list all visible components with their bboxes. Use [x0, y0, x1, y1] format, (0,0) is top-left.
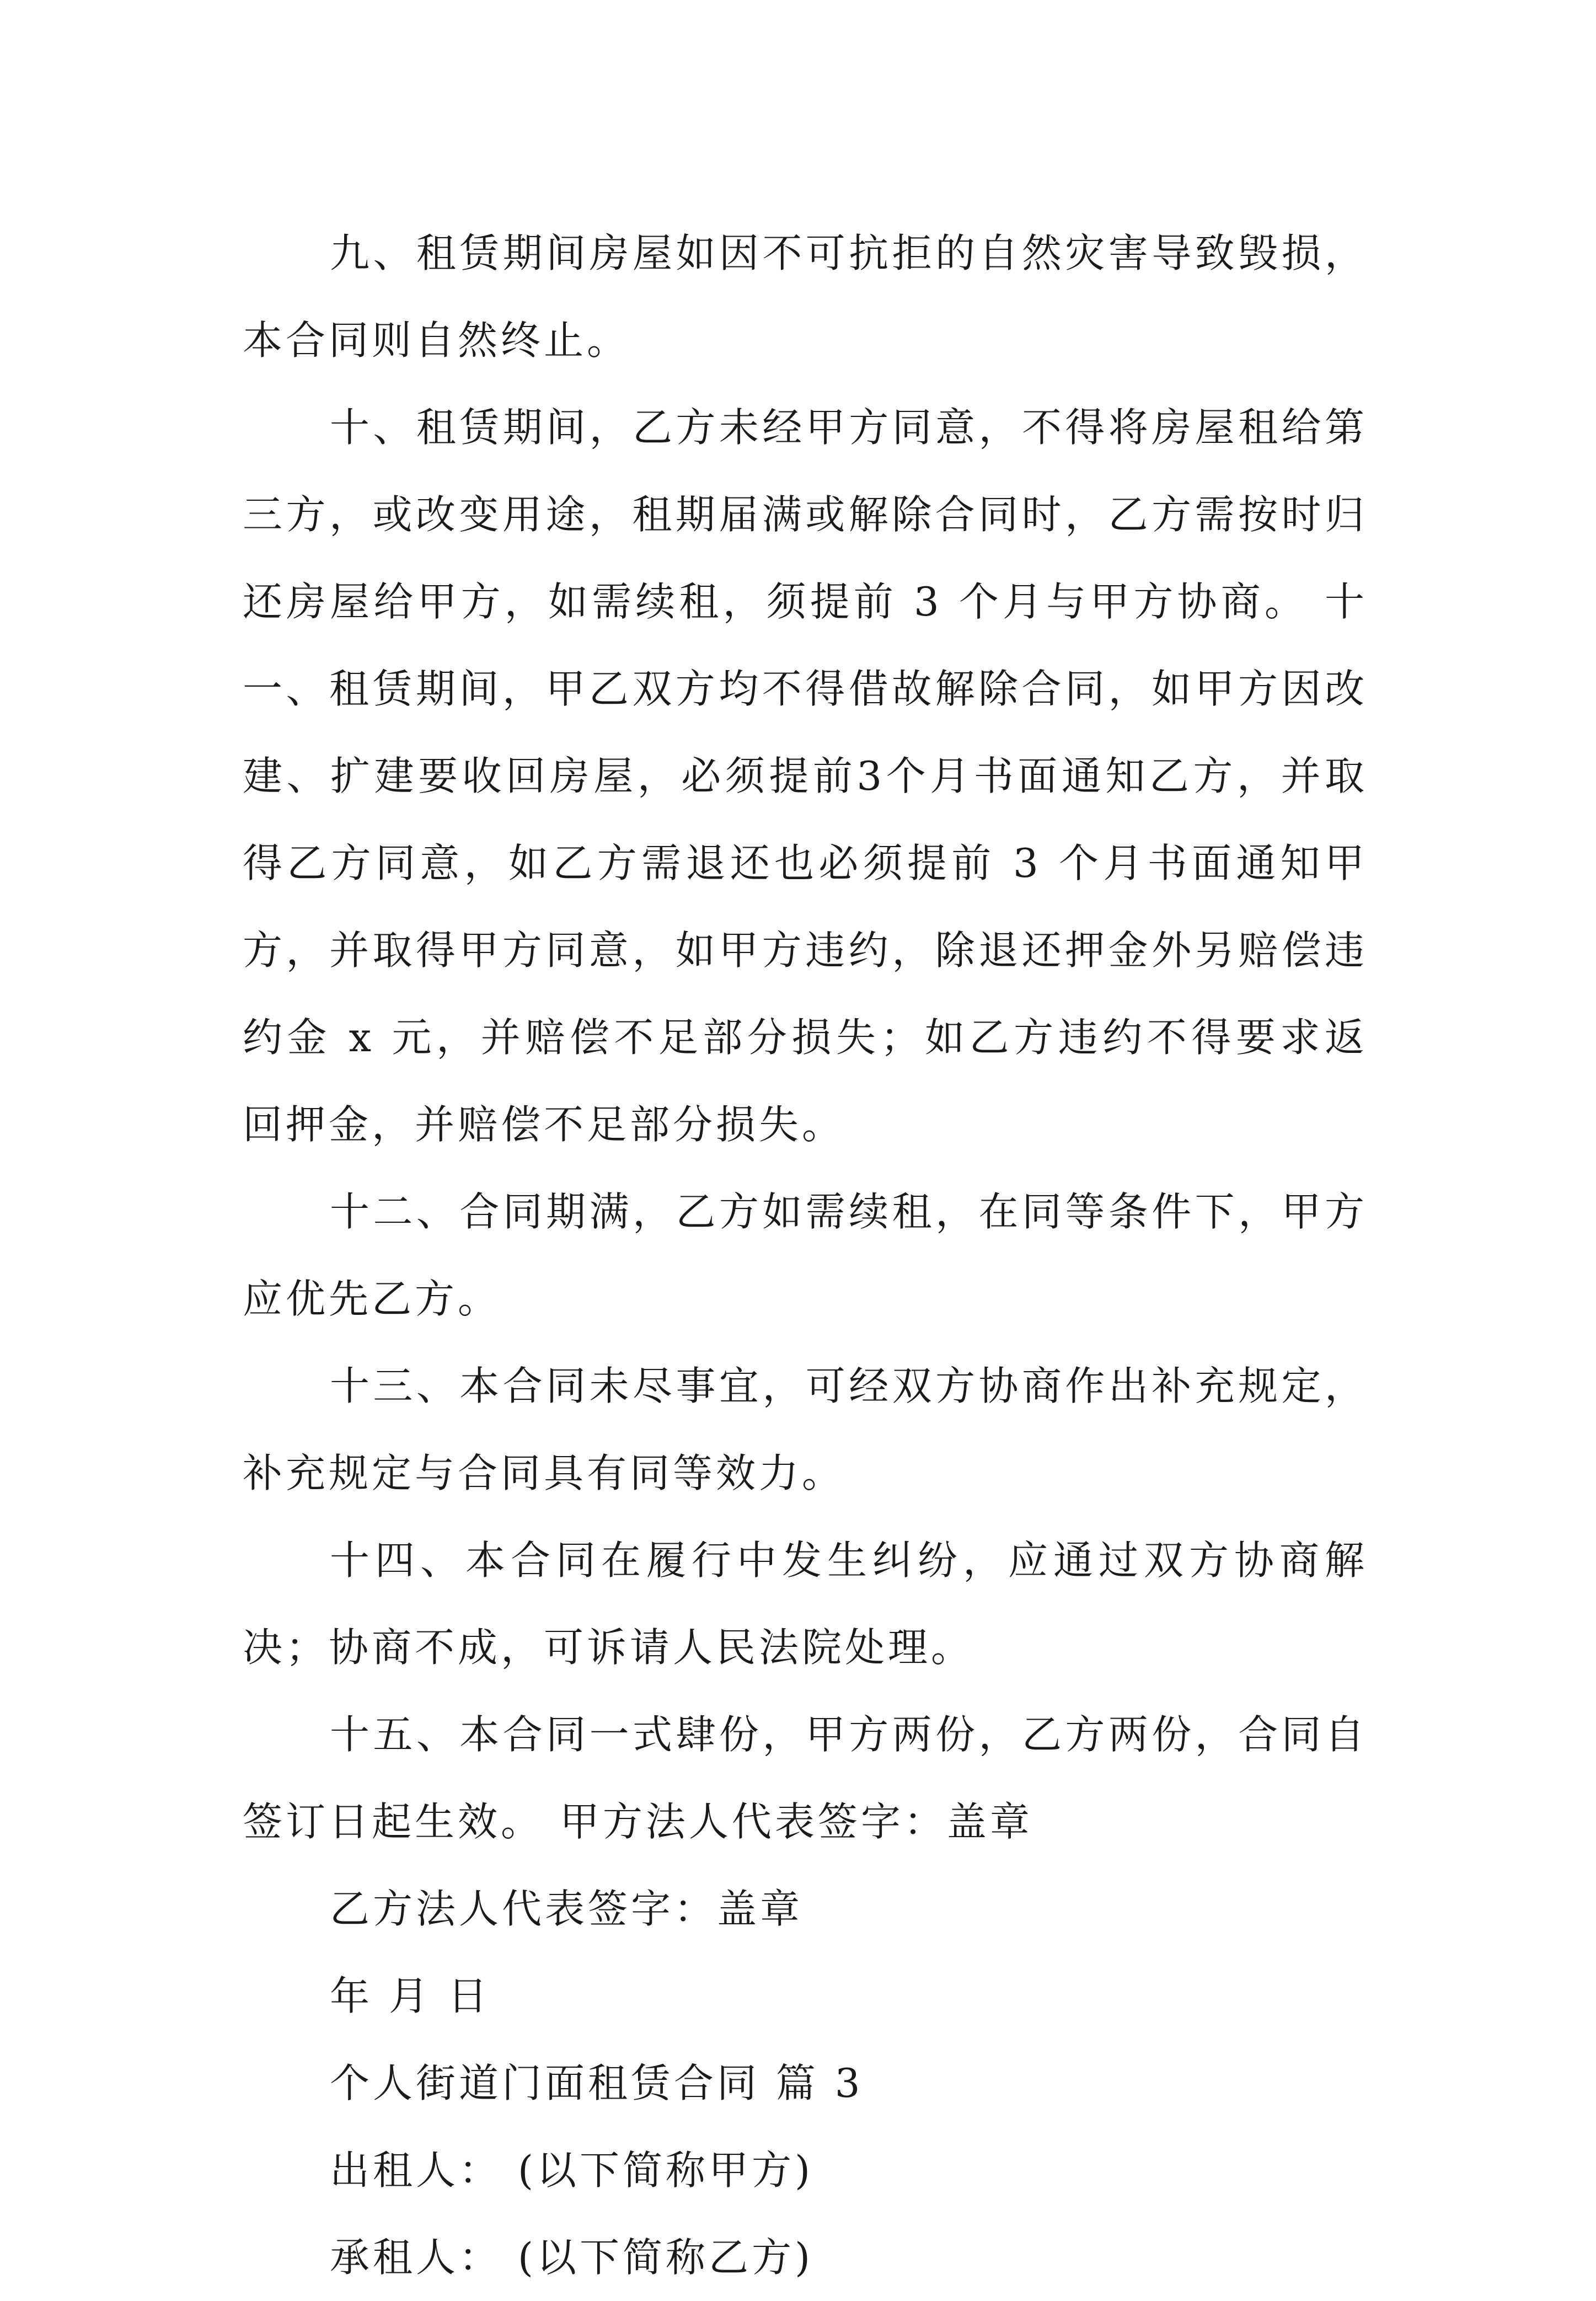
document-body — [243, 210, 1368, 2301]
clause-12-paragraph: 十二、合同期满，乙方如需续租，在同等条件下，甲方应优先乙方。 — [243, 1189, 1368, 1322]
clause-10-11-paragraph: 十、租赁期间，乙方未经甲方同意，不得将房屋租给第三方，或改变用途，租期届满或解除合同时，乙方需按时归还房屋给甲方，如需续租，须提前 3 个月与甲方协商。 十一、租赁期间，甲乙双方均不得借故解除合同，如甲方因改建、扩建要收回房屋，必须提前3个月书面通知乙方，并取得乙方同意，如乙方需退还也必须提前 3 个月书面通知甲方，并取得甲方同意，如甲方违约，除退还押金外另赔偿违约金 x 元，并赔偿不足部分损失；如乙方违约不得要求返回押金，并赔偿不足部分损失。 — [243, 404, 1368, 1148]
lessor-line: 出租人： (以下简称甲方) — [330, 2147, 814, 2193]
contract-title-line: 个人街道门面租赁合同 篇 3 — [330, 2060, 864, 2106]
clause-14-paragraph: 十四、本合同在履行中发生纠纷，应通过双方协商解决；协商不成，可诉请人民法院处理。 — [243, 1537, 1368, 1671]
clause-15-paragraph: 十五、本合同一式肆份，甲方两份，乙方两份，合同自签订日起生效。 甲方法人代表签字：盖章 — [243, 1711, 1368, 1845]
clause-9-paragraph: 九、租赁期间房屋如因不可抗拒的自然灾害导致毁损，本合同则自然终止。 — [243, 230, 1368, 363]
party-b-signature-line: 乙方法人代表签字：盖章 — [330, 1886, 804, 1932]
date-line: 年 月 日 — [330, 1973, 491, 2019]
lessee-line: 承租人： (以下简称乙方) — [330, 2234, 814, 2281]
clause-13-paragraph: 十三、本合同未尽事宜，可经双方协商作出补充规定，补充规定与合同具有同等效力。 — [243, 1363, 1368, 1496]
